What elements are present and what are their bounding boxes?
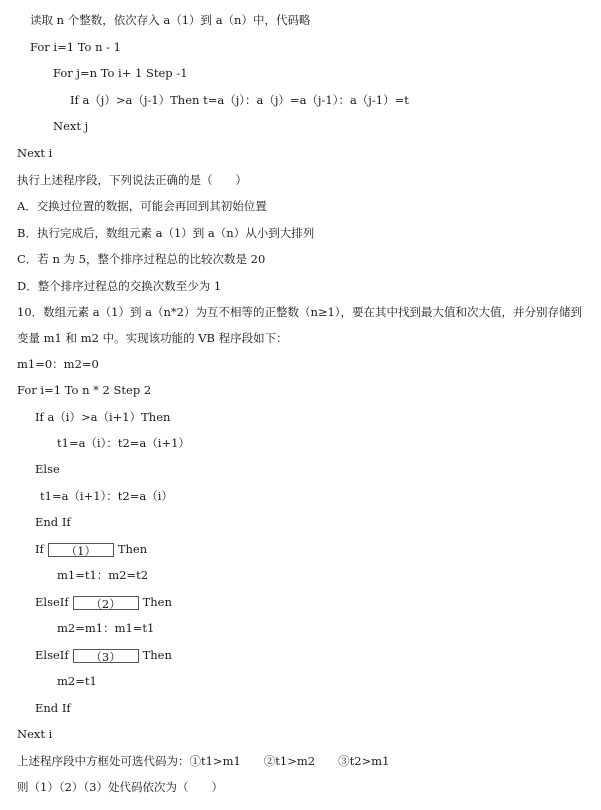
p9-code-if-swap: If a（j）>a（j-1）Then t=a（j）：a（j）=a（j-1）：a（j-1）=t bbox=[70, 93, 409, 107]
p10-code-else: Else bbox=[35, 462, 60, 476]
p9-code-next-i: Next i bbox=[17, 146, 53, 160]
p10-code-assign-2: t1=a（i+1）：t2=a（i） bbox=[40, 489, 173, 503]
p10-code-assign-1: t1=a（i）：t2=a（i+1） bbox=[57, 436, 190, 450]
p10-code-if-blank bbox=[35, 541, 147, 557]
p10-code-elseif-blank-2 bbox=[35, 594, 172, 610]
p10-code-next-i: Next i bbox=[17, 727, 53, 741]
p10-code-assign-5: m2=t1 bbox=[57, 674, 97, 688]
p9-option-c: C．若 n 为 5，整个排序过程总的比较次数是 20 bbox=[17, 252, 266, 266]
p10-code-init: m1=0：m2=0 bbox=[17, 357, 99, 371]
keyword-if: If bbox=[35, 542, 44, 556]
answer-box-3[interactable]: （3） bbox=[73, 649, 139, 663]
p9-code-for-j: For j=n To i+ 1 Step -1 bbox=[53, 66, 188, 80]
keyword-then: Then bbox=[117, 542, 148, 556]
p9-code-next-j: Next j bbox=[53, 119, 89, 133]
p10-code-endif-1: End If bbox=[35, 515, 71, 529]
keyword-elseif: ElseIf bbox=[35, 648, 69, 662]
p9-question: 执行上述程序段，下列说法正确的是（ ） bbox=[17, 173, 247, 187]
p10-code-for: For i=1 To n * 2 Step 2 bbox=[17, 383, 152, 397]
keyword-elseif: ElseIf bbox=[35, 595, 69, 609]
p10-code-assign-4: m2=m1：m1=t1 bbox=[57, 621, 155, 635]
p10-code-endif-2: End If bbox=[35, 701, 71, 715]
p9-option-b: B．执行完成后，数组元素 a（1）到 a（n）从小到大排列 bbox=[17, 226, 315, 240]
answer-box-2[interactable]: （2） bbox=[73, 596, 139, 610]
p9-line-1: 读取 n 个整数，依次存入 a（1）到 a（n）中，代码略 bbox=[30, 13, 311, 27]
keyword-then: Then bbox=[142, 595, 172, 609]
answer-box-1[interactable]: （1） bbox=[48, 543, 114, 557]
p10-code-if: If a（i）>a（i+1）Then bbox=[35, 410, 171, 424]
p10-intro-1: 10．数组元素 a（1）到 a（n*2）为互不相等的正整数（n≥1），要在其中找到最大值和次大值，并分别存储到 bbox=[17, 305, 583, 319]
p10-ask: 则（1）（2）（3）处代码依次为（ ） bbox=[17, 780, 223, 794]
p10-code-elseif-blank-3 bbox=[35, 647, 172, 663]
keyword-then: Then bbox=[142, 648, 172, 662]
p9-option-d: D．整个排序过程总的交换次数至少为 1 bbox=[17, 279, 222, 293]
p10-intro-2: 变量 m1 和 m2 中。实现该功能的 VB 程序段如下： bbox=[17, 331, 288, 345]
p10-code-assign-3: m1=t1：m2=t2 bbox=[57, 568, 149, 582]
p9-option-a: A．交换过位置的数据，可能会再回到其初始位置 bbox=[17, 199, 267, 213]
p9-code-for-i: For i=1 To n - 1 bbox=[30, 40, 121, 54]
p10-choices: 上述程序段中方框处可选代码为：①t1>m1 ②t1>m2 ③t2>m1 bbox=[17, 754, 390, 768]
